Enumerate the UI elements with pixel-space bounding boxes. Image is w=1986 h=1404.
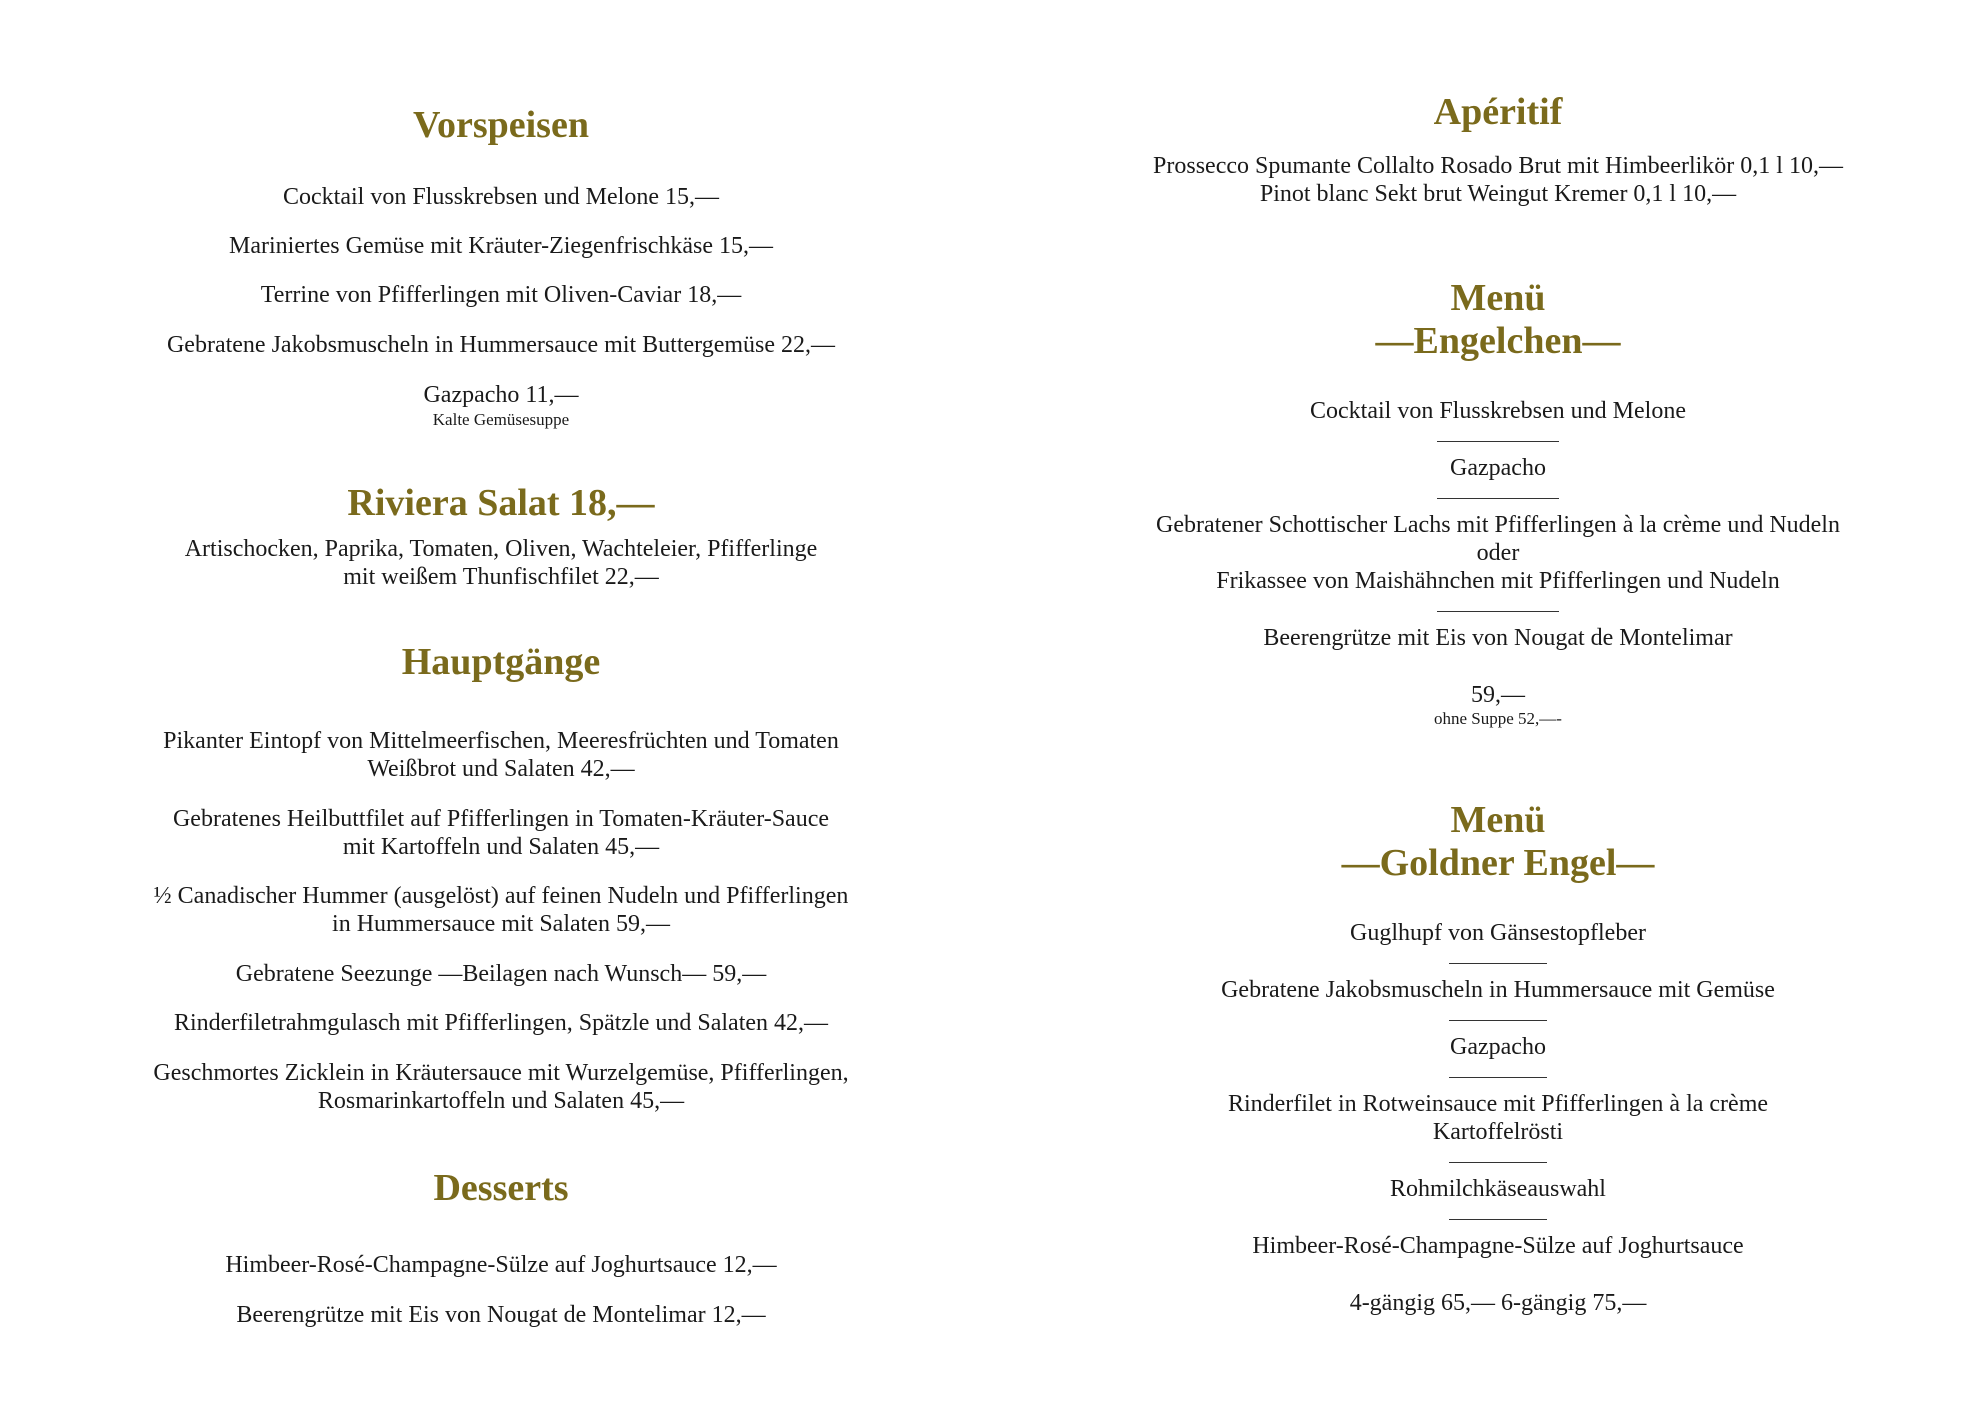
- course-item: Kartoffelrösti: [1432, 1119, 1564, 1145]
- course-item: Guglhupf von Gänsestopfleber: [1350, 920, 1646, 946]
- menu-item: Rosmarinkartoffeln und Salaten 45,—: [317, 1088, 685, 1114]
- menu-price: 4-gängig 65,— 6-gängig 75,—: [1349, 1290, 1647, 1316]
- menu-item-description: mit weißem Thunfischfilet 22,—: [343, 564, 659, 590]
- menu-title-goldner-engel-line2: —Goldner Engel—: [1341, 842, 1655, 884]
- menu-item: Beerengrütze mit Eis von Nougat de Montelimar 12,—: [236, 1302, 766, 1328]
- drink-item: Prossecco Spumante Collalto Rosado Brut mit Himbeerlikör 0,1 l 10,—: [1153, 153, 1843, 179]
- section-title-desserts: Desserts: [433, 1167, 569, 1209]
- menu-item: Terrine von Pfifferlingen mit Oliven-Caviar 18,—: [260, 282, 742, 308]
- course-divider: [1449, 1219, 1547, 1220]
- menu-item: Mariniertes Gemüse mit Kräuter-Ziegenfrischkäse 15,—: [229, 233, 773, 259]
- menu-item: Gebratene Jakobsmuscheln in Hummersauce mit Buttergemüse 22,—: [166, 332, 836, 358]
- course-divider: [1437, 441, 1559, 442]
- menu-item: Geschmortes Zicklein in Kräutersauce mit Wurzelgemüse, Pfifferlingen,: [153, 1060, 849, 1086]
- course-item: Himbeer-Rosé-Champagne-Sülze auf Joghurtsauce: [1252, 1233, 1744, 1259]
- course-divider: [1449, 1020, 1547, 1021]
- course-divider: [1449, 963, 1547, 964]
- drink-item: Pinot blanc Sekt brut Weingut Kremer 0,1 l 10,—: [1259, 181, 1737, 207]
- course-item: Beerengrütze mit Eis von Nougat de Montelimar: [1263, 625, 1733, 651]
- menu-item: Cocktail von Flusskrebsen und Melone 15,—: [283, 184, 719, 210]
- course-item: Gebratene Jakobsmuscheln in Hummersauce mit Gemüse: [1221, 977, 1775, 1003]
- course-item: Gebratener Schottischer Lachs mit Pfifferlingen à la crème und Nudeln: [1156, 512, 1840, 538]
- menu-price: 59,—: [1471, 682, 1525, 708]
- menu-item: Gebratene Seezunge —Beilagen nach Wunsch— 59,—: [235, 961, 767, 987]
- menu-item: Gebratenes Heilbuttfilet auf Pfifferlingen in Tomaten-Kräuter-Sauce: [172, 806, 830, 832]
- course-item: Rinderfilet in Rotweinsauce mit Pfifferlingen à la crème: [1227, 1091, 1769, 1117]
- menu-item: Pikanter Eintopf von Mittelmeerfischen, Meeresfrüchten und Tomaten: [163, 728, 839, 754]
- section-title-riviera-salat: Riviera Salat 18,—: [347, 482, 655, 524]
- course-item: Cocktail von Flusskrebsen und Melone: [1310, 398, 1686, 424]
- course-divider: [1437, 611, 1559, 612]
- right-menu-column: [1093, 0, 1903, 1404]
- menu-item: Rinderfiletrahmgulasch mit Pfifferlingen, Spätzle und Salaten 42,—: [173, 1010, 829, 1036]
- menu-item: in Hummersauce mit Salaten 59,—: [332, 911, 670, 937]
- course-item: Gazpacho: [1450, 455, 1546, 481]
- course-item: Gazpacho: [1450, 1034, 1546, 1060]
- course-divider: [1437, 498, 1559, 499]
- menu-item: Gazpacho 11,—: [423, 382, 579, 408]
- menu-title-engelchen-line2: —Engelchen—: [1375, 320, 1621, 362]
- course-alternative: oder: [1476, 540, 1520, 566]
- menu-price-note: ohne Suppe 52,—-: [1434, 709, 1562, 728]
- menu-item: Weißbrot und Salaten 42,—: [367, 756, 635, 782]
- course-divider: [1449, 1077, 1547, 1078]
- menu-item-description: Artischocken, Paprika, Tomaten, Oliven, Wachteleier, Pfifferlinge: [184, 536, 818, 562]
- menu-item: Himbeer-Rosé-Champagne-Sülze auf Joghurtsauce 12,—: [225, 1252, 777, 1278]
- course-item: Frikassee von Maishähnchen mit Pfifferlingen und Nudeln: [1216, 568, 1780, 594]
- course-divider: [1449, 1162, 1547, 1163]
- course-item: Rohmilchkäseauswahl: [1390, 1176, 1606, 1202]
- menu-item: mit Kartoffeln und Salaten 45,—: [342, 834, 660, 860]
- menu-item-note: Kalte Gemüsesuppe: [432, 410, 570, 429]
- section-title-vorspeisen: Vorspeisen: [413, 104, 589, 146]
- menu-title-goldner-engel-line1: Menü: [1450, 799, 1546, 841]
- menu-item: ½ Canadischer Hummer (ausgelöst) auf feinen Nudeln und Pfifferlingen: [153, 883, 849, 909]
- section-title-aperitif: Apéritif: [1433, 91, 1563, 133]
- menu-title-engelchen-line1: Menü: [1450, 277, 1546, 319]
- section-title-hauptgaenge: Hauptgänge: [401, 641, 601, 683]
- left-menu-column: [100, 0, 902, 1404]
